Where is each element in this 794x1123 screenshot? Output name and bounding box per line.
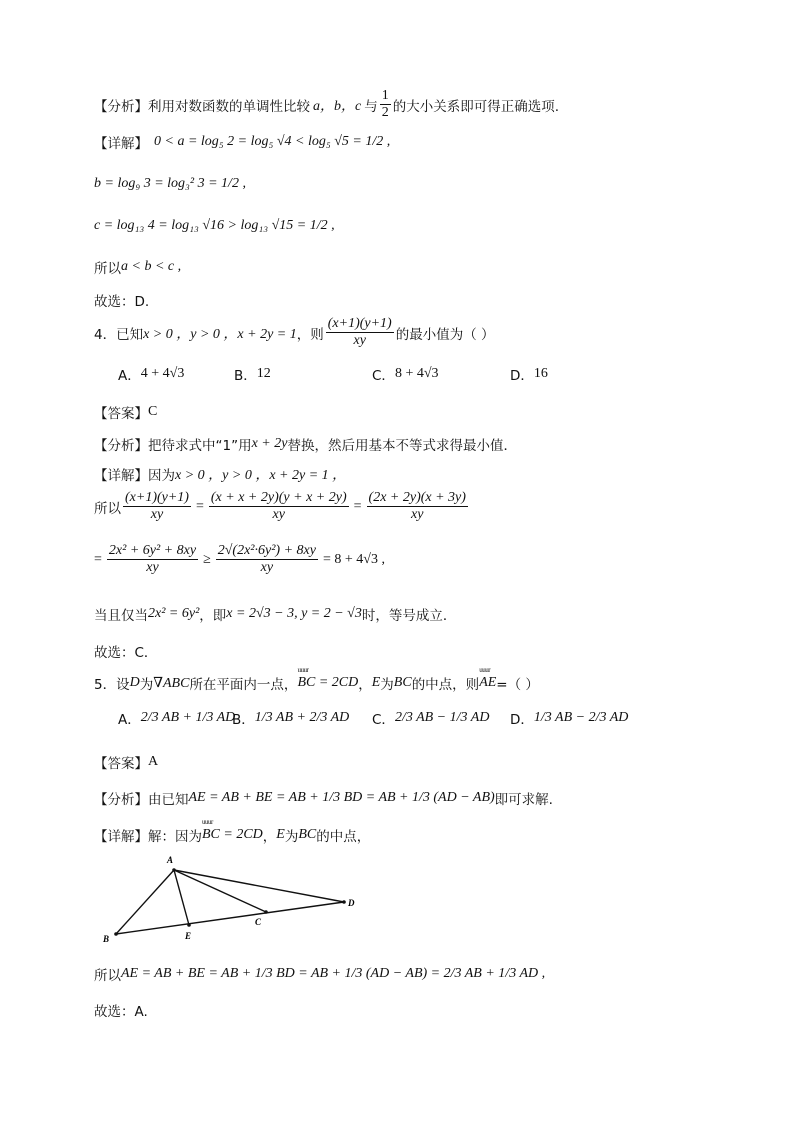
option-value: 8 + 4√3 xyxy=(394,366,439,381)
q4-frac-den: xy xyxy=(353,333,366,348)
option-label: C． xyxy=(372,712,395,728)
q5-point-e: E xyxy=(371,675,381,690)
q4-stem-math: x > 0 ，y > 0 ，x + 2y = 1 xyxy=(143,326,297,342)
eq1-frac2 xyxy=(209,490,349,523)
q4-option-b[interactable] xyxy=(234,364,271,384)
cond-post: 时，等号成立． xyxy=(361,608,457,624)
option-value: 16 xyxy=(533,366,548,381)
detail-e: E xyxy=(276,827,285,842)
q5-option-b[interactable] xyxy=(232,708,349,728)
q5-stem xyxy=(94,673,539,693)
frac-num: (2x + 2y)(x + 3y) xyxy=(368,490,466,505)
q4-stem-then: ，则 xyxy=(296,326,324,343)
detail-bc: BC xyxy=(298,827,317,842)
label-e: E xyxy=(185,931,192,941)
point-d xyxy=(342,900,346,904)
analysis-math: x + 2y xyxy=(251,436,288,451)
q5-so-row xyxy=(94,964,545,984)
eq2-tail: = 8 + 4√3 , xyxy=(322,551,385,567)
point-b xyxy=(114,932,118,936)
q5-point-d: D xyxy=(129,675,140,690)
q5-vec-eq: uuur BC = 2CD xyxy=(297,675,358,691)
option-value: 1/3 AB − 2/3 AD xyxy=(533,710,629,725)
analysis-vars: a，b，c xyxy=(313,98,362,114)
q5-option-c[interactable] xyxy=(372,708,489,728)
q3-choose-row xyxy=(94,290,149,310)
option-label: B． xyxy=(232,712,255,728)
option-label: D． xyxy=(510,712,534,728)
option-label: D． xyxy=(510,368,534,384)
q5-option-d[interactable] xyxy=(510,708,628,728)
option-label: A． xyxy=(118,368,141,384)
q5-mid2: 所在平面内一点， xyxy=(189,677,298,693)
label-d: D xyxy=(348,898,355,908)
detail-pre: 因为 xyxy=(148,468,175,484)
analysis-with: 与 xyxy=(364,98,378,115)
analysis-tag: 【分析】 xyxy=(94,792,148,808)
eq1-frac3 xyxy=(367,490,468,523)
detail-pre: 解：因为 xyxy=(148,829,202,845)
option-value: 12 xyxy=(256,366,271,381)
q5-mid5: 的中点，则 xyxy=(411,677,480,693)
option-value: 4 + 4√3 xyxy=(140,366,185,381)
detail-post: 的中点， xyxy=(316,829,371,845)
q5-detail-row xyxy=(94,825,370,845)
q3-line4-row xyxy=(94,257,181,277)
q5-option-a[interactable] xyxy=(118,708,235,728)
q4-choose: 故选：C． xyxy=(94,645,158,661)
detail-tag: 【详解】 xyxy=(94,829,148,845)
detail-mid: ， xyxy=(262,829,277,845)
analysis-post: 的大小关系即可得正确选项. xyxy=(392,98,560,115)
analysis-text: 利用对数函数的单调性比较 xyxy=(148,98,310,115)
half-fraction: $\frac{1}{2}$ xyxy=(381,88,389,120)
frac-num: 2√(2x²·6y²) + 8xy xyxy=(217,543,316,558)
q5-answer-row xyxy=(94,752,158,772)
q4-eq2-row: = $\frac{\text{2x² + 6y² + 8xy}}{xy}$ ≥ $\frac{\text{2√(2x²·6y²) + 8xy}}{xy}$ = 8 + 4√3 , xyxy=(94,543,385,575)
q5-triangle: ∇ABC xyxy=(153,675,190,691)
q5-mid4: 为 xyxy=(380,677,394,693)
q4-stem-post: 的最小值为（ ） xyxy=(395,326,495,343)
detail-tag: 【详解】 xyxy=(94,468,148,484)
detail-mid2: 为 xyxy=(284,829,299,845)
so-math: AE = AB + BE = AB + 1/3 BD = AB + 1/3 (AD − AB) = 2/3 AB + 1/3 AD , xyxy=(121,966,546,981)
point-c xyxy=(264,910,268,914)
frac-num: (x + x + 2y)(y + x + 2y) xyxy=(210,490,347,505)
q4-cond-row xyxy=(94,604,456,624)
q3-analysis-line xyxy=(94,88,559,121)
option-label: C． xyxy=(372,368,395,384)
q4-frac-num: (x+1)(y+1) xyxy=(327,316,392,331)
q5-stem-pre: 5．设 xyxy=(94,677,130,693)
triangle-figure xyxy=(96,852,366,948)
so-label: 所以 xyxy=(94,500,121,517)
analysis-post: 替换，然后用基本不等式求得最小值． xyxy=(287,438,517,454)
answer-value: C xyxy=(148,404,158,419)
q4-detail-row xyxy=(94,464,346,484)
option-value: 2/3 AB + 1/3 AD xyxy=(140,710,236,725)
option-label: B． xyxy=(234,368,257,384)
option-label: A． xyxy=(118,712,141,728)
frac-den: xy xyxy=(272,507,285,522)
q3-line1: 0 < a = log₅ 2 = log₅ √4 < log₅ √5 = 1/2 , xyxy=(154,134,391,149)
analysis-math: AE = AB + BE = AB + 1/3 BD = AB + 1/3 (AD − AB) xyxy=(188,790,495,805)
answer-value: A xyxy=(148,754,159,769)
frac-den: xy xyxy=(146,560,159,575)
option-value: 1/3 AB + 2/3 AD xyxy=(254,710,350,725)
q3-so: 所以 xyxy=(94,261,121,277)
q5-choose: 故选：A. xyxy=(94,1004,148,1020)
so-pre: 所以 xyxy=(94,968,121,984)
q4-answer-row xyxy=(94,402,157,422)
label-c: C xyxy=(255,917,262,927)
analysis-pre: 把待求式中“1”用 xyxy=(148,438,252,454)
q4-option-d[interactable] xyxy=(510,364,548,384)
option-value: 2/3 AB − 1/3 AD xyxy=(394,710,490,725)
point-a xyxy=(172,868,176,872)
eq1-frac1 xyxy=(123,490,191,523)
frac-num: (x+1)(y+1) xyxy=(125,490,189,505)
analysis-tag: 【分析】 xyxy=(94,438,148,454)
q3-line3: c = log₁₃ 4 = log₁₃ √16 > log₁₃ √15 = 1/2 , xyxy=(94,218,335,233)
cond-math1: 2x² = 6y² xyxy=(148,606,200,621)
detail-tag: 【详解】 xyxy=(94,136,148,152)
cond-math2: x = 2√3 − 3, y = 2 − √3 xyxy=(226,606,362,621)
analysis-post: 即可求解. xyxy=(494,792,553,808)
q4-analysis-row xyxy=(94,434,517,454)
q5-stem-post: =（ ） xyxy=(496,677,539,693)
frac-den: xy xyxy=(260,560,274,575)
eq2-frac2 xyxy=(216,543,318,576)
frac-den: xy xyxy=(150,507,164,522)
q4-stem-pre: 4．已知 xyxy=(94,326,144,343)
q4-option-c[interactable] xyxy=(372,364,439,384)
answer-tag: 【答案】 xyxy=(94,756,148,772)
cond-mid: ，即 xyxy=(199,608,227,624)
q5-bc: BC xyxy=(393,675,412,690)
q3-choose: 故选：D. xyxy=(94,294,150,310)
analysis-tag: 【分析】 xyxy=(94,98,148,115)
q5-choose-row xyxy=(94,1000,148,1020)
answer-tag: 【答案】 xyxy=(94,406,148,422)
eq2-frac1 xyxy=(107,543,198,576)
q5-mid3: ， xyxy=(358,677,372,693)
cond-pre: 当且仅当 xyxy=(94,608,148,624)
q4-eq1-row: 所以 $\frac{(x+1)(y+1)}{xy}$ = $\frac{(x + x + 2y)(y + x + 2y)}{xy}$ = $\frac{(2x + 2y)(x + 3y)}{xy}$ xyxy=(94,490,466,522)
q5-ae: uuur AE xyxy=(479,675,496,691)
q4-choose-row xyxy=(94,641,157,661)
point-e xyxy=(187,923,191,927)
q3-line4: a < b < c , xyxy=(121,259,182,274)
q3-line2: b = log₉ 3 = log₃² 3 = 1/2 , xyxy=(94,176,246,191)
q3-line3-row xyxy=(94,218,335,234)
detail-math: x > 0 ，y > 0 ，x + 2y = 1 ， xyxy=(175,468,347,483)
q5-mid1: 为 xyxy=(139,677,154,693)
q4-stem-fraction xyxy=(326,316,394,349)
frac-num: 2x² + 6y² + 8xy xyxy=(108,543,197,558)
q4-option-a[interactable] xyxy=(118,364,184,384)
frac-den: xy xyxy=(411,507,424,522)
analysis-pre: 由已知 xyxy=(148,792,189,808)
q3-line2-row xyxy=(94,176,246,192)
q4-stem xyxy=(94,316,495,349)
q5-analysis-row xyxy=(94,788,553,808)
label-a: A xyxy=(167,855,174,865)
q3-detail-line xyxy=(94,132,390,152)
label-b: B xyxy=(103,934,110,944)
detail-vec: uuur BC = 2CD xyxy=(202,827,263,843)
